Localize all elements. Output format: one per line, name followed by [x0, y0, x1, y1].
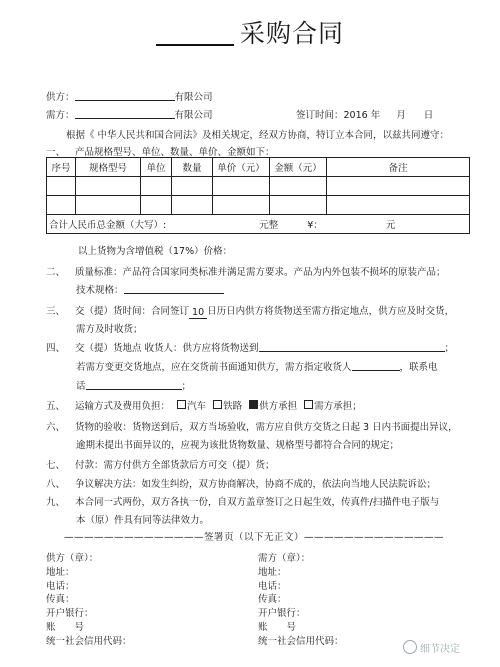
phone-label: 话 [76, 381, 86, 392]
section-9 [46, 494, 439, 508]
table-cell[interactable] [76, 177, 141, 196]
supplier-seal-label: 供方（章）： [46, 553, 99, 564]
section-4: 四、 交（提）货地点 收货人：供方应将货物送到 ； [46, 343, 455, 354]
phone-field[interactable] [86, 389, 182, 390]
section-1 [46, 144, 275, 158]
table-cell[interactable] [213, 177, 270, 196]
table-cell[interactable] [213, 196, 270, 215]
table-cell[interactable] [270, 177, 327, 196]
table-cell[interactable] [270, 196, 327, 215]
section-8-text: 争议解决方法：如发生纠纷，双方协商解决，协商不成的，依法向当地人民法院诉讼； [75, 479, 437, 490]
section-3-text-a: 交（提）货时间：合同签订 [75, 306, 190, 317]
section-9-line2: 本（原）件具有同等法律效力。 [76, 515, 210, 526]
sign-date [296, 107, 433, 121]
table-cell[interactable] [47, 177, 76, 196]
buyer-bank-label: 开户银行： [258, 608, 306, 620]
buyer-bear-checkbox[interactable] [304, 400, 313, 409]
section-7-text: 付款：需方付供方全部货款后方可交（提）货； [75, 460, 275, 471]
tech-spec-label: 技术规格： [76, 285, 124, 296]
section-1-text: 产品规格型号、单位、数量、单价、金额如下： [75, 147, 275, 158]
table-cell[interactable] [172, 177, 213, 196]
table-row [47, 177, 470, 196]
table-cell[interactable] [327, 196, 470, 215]
table-cell[interactable] [47, 196, 76, 215]
section-4-line2b-text: ，联系电 [399, 362, 438, 373]
section-8 [46, 476, 436, 490]
total-symbol: ¥： [307, 220, 323, 231]
section-9-text: 本合同一式两份，双方各执一份，自双方盖章签订之日起生效，传真件/扫描件电子版与 [75, 497, 440, 508]
table-row [47, 196, 470, 215]
delivery-days-field[interactable]: 10 [189, 307, 207, 319]
total-yuan2-label: 元 [385, 220, 396, 231]
buyer-signature-block [258, 552, 344, 649]
section-9-num: 九、 [46, 497, 66, 508]
receiver-field[interactable] [352, 370, 400, 371]
sign-day: 日 [423, 110, 434, 121]
buyer-fax-label: 传真： [258, 594, 287, 606]
supplier-fax-label: 传真： [46, 594, 75, 606]
section-6-line2: 逾期未提出书面异议的，应视为该批货物数量、规格型号都符合合同的规定； [76, 440, 400, 451]
section-5-num: 五、 [46, 401, 66, 412]
section-1-num: 一、 [46, 147, 66, 158]
buyer-address-label: 地址： [258, 566, 287, 578]
watermark [403, 640, 460, 655]
section-3 [46, 303, 454, 319]
signature-divider: ——————————————签署页（以下无正文）—————————————— [63, 532, 444, 543]
section-7 [46, 457, 275, 471]
section-3-text-b: 日历日内供方将货物送至需方指定地点，供方应及时交货， [207, 306, 455, 317]
table-total-row [47, 215, 470, 234]
section-7-num: 七、 [46, 460, 66, 471]
section-4-line3: 话 ； [76, 381, 192, 392]
transport-rail-label: 铁路 [223, 401, 243, 412]
transport-truck-label: 汽车 [187, 401, 207, 412]
transport-rail-checkbox[interactable] [213, 400, 222, 409]
header-price: 单价（元） [213, 158, 270, 177]
supplier-label: 供方： [46, 92, 75, 103]
section-2-num: 二、 [46, 267, 66, 278]
table-cell[interactable] [172, 196, 213, 215]
table-cell[interactable] [141, 196, 172, 215]
section-2-text: 质量标准：产品符合国家同类标准并满足需方要求。产品为内外包装不损坏的原装产品； [75, 267, 446, 278]
section-6-num: 六、 [46, 422, 66, 433]
supplier-name-field[interactable] [75, 100, 175, 101]
intro-text: 根据《 中华人民共和国合同法》及相关规定，经双方协商，特订立本合同，以兹共同遵守： [66, 130, 450, 141]
buyer-label: 需方： [46, 110, 75, 121]
header-qty: 数量 [172, 158, 213, 177]
section-2-line2 [76, 282, 224, 296]
buyer-credit-code-label: 统一社会信用代码： [258, 635, 344, 647]
section-4-num: 四、 [46, 343, 66, 354]
supplier-bear-checkbox[interactable] [249, 400, 258, 409]
section-4-line2-text: 若需方变更交货地点，应在交货前书面通知供方，需方指定收货人 [76, 362, 352, 373]
buyer-phone-label: 电话： [258, 580, 287, 592]
total-yuan-label: 元整 [259, 220, 279, 231]
table-cell[interactable] [76, 196, 141, 215]
spec-table [46, 157, 470, 234]
section-2 [46, 264, 446, 278]
contract-title [0, 14, 500, 50]
buyer-name-field[interactable] [75, 118, 175, 119]
supplier-signature-block [46, 552, 132, 649]
section-3-num: 三、 [46, 306, 66, 317]
supplier-address-label: 地址： [46, 566, 75, 578]
header-remark: 备注 [327, 158, 470, 177]
header-unit: 单位 [141, 158, 172, 177]
tax-note: 以上货物为含增值税（17%）价格： [78, 246, 233, 257]
buyer-seal-label: 需方（章）： [258, 553, 311, 564]
section-3-line2: 需方及时收货； [76, 324, 143, 335]
supplier-bank-label: 开户银行： [46, 608, 94, 620]
sign-year: 2016 年 [343, 110, 381, 121]
supplier-suffix: 有限公司 [174, 92, 213, 103]
supplier-phone-label: 电话： [46, 580, 75, 592]
buyer-line [46, 107, 213, 121]
supplier-line [46, 89, 213, 103]
table-cell[interactable] [327, 177, 470, 196]
section-6 [46, 419, 458, 433]
section-6-text: 货物的验收：货物送到后，双方当场验收，需方应自供方交货之日起 3 日内书面提出异议， [75, 422, 458, 433]
section-4-line2 [76, 359, 438, 373]
supplier-account-label: 账 号 [46, 621, 85, 633]
sign-date-label: 签订时间： [296, 110, 344, 121]
delivery-address-field[interactable] [259, 351, 445, 352]
tech-spec-field[interactable] [124, 293, 224, 294]
title-blank-line [156, 44, 234, 46]
watermark-text: 细节决定 [420, 644, 460, 655]
total-cell [47, 215, 470, 234]
section-8-num: 八、 [46, 479, 66, 490]
section-4-text: 交（提）货地点 收货人：供方应将货物送到 [75, 343, 259, 354]
total-label: 合计人民币总金额（大写）: [49, 220, 167, 231]
header-spec: 规格型号 [76, 158, 141, 177]
buyer-account-label: 账 号 [258, 621, 297, 633]
table-header-row [47, 158, 470, 177]
buyer-suffix: 有限公司 [174, 110, 213, 121]
header-seq: 序号 [47, 158, 76, 177]
transport-truck-checkbox[interactable] [177, 400, 186, 409]
supplier-bear-label: 供方承担 [259, 401, 298, 412]
watermark-logo-icon [403, 640, 417, 654]
title-text: 采购合同 [239, 19, 344, 48]
header-amount: 金额（元） [270, 158, 327, 177]
sign-month: 月 [396, 110, 406, 121]
section-5-text: 运输方式及费用负担： [75, 401, 171, 412]
supplier-credit-code-label: 统一社会信用代码： [46, 635, 132, 647]
table-cell[interactable] [141, 177, 172, 196]
section-5: 五、 运输方式及费用负担： 汽车 铁路 供方承担 需方承担； [46, 401, 362, 412]
buyer-bear-label: 需方承担 [314, 401, 353, 412]
